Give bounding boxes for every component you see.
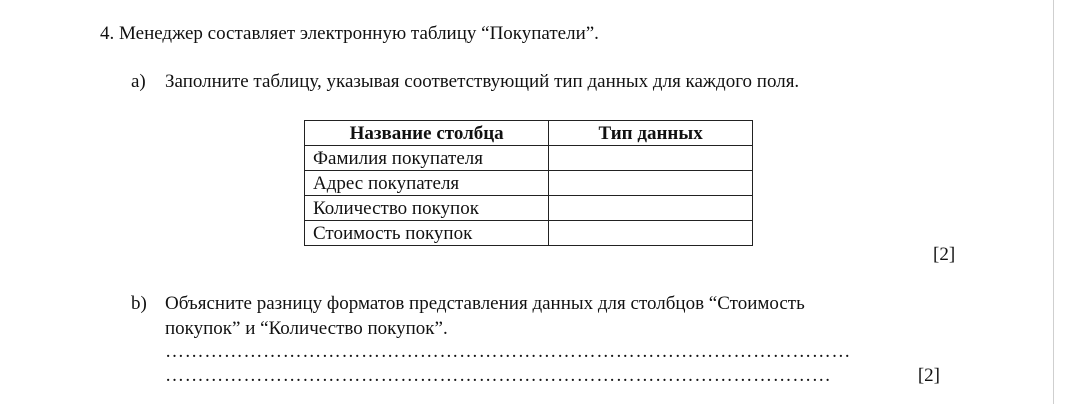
- part-b-question-line-2: покупок” и “Количество покупок”.: [165, 318, 448, 339]
- part-b-question-line-1: Объясните разницу форматов представления данных для столбцов “Стоимость: [165, 293, 805, 314]
- row-column-name: Фамилия покупателя: [305, 146, 549, 171]
- table-row: [305, 221, 753, 246]
- part-a-instruction: Заполните таблицу, указывая соответствующий тип данных для каждого поля.: [165, 71, 800, 92]
- part-a-label: a): [131, 71, 146, 92]
- answer-dotted-line-1[interactable]: ……………………………………………………………………………………………: [165, 341, 851, 362]
- data-type-table: [304, 120, 753, 246]
- answer-line-2-row: [165, 364, 940, 388]
- row-data-type-cell[interactable]: [549, 221, 753, 246]
- row-column-name: Стоимость покупок: [305, 221, 549, 246]
- row-column-name: Адрес покупателя: [305, 171, 549, 196]
- question-title: 4. Менеджер составляет электронную таблицу “Покупатели”.: [100, 23, 599, 44]
- row-data-type-cell[interactable]: [549, 171, 753, 196]
- part-a-score: [2]: [933, 244, 956, 265]
- row-data-type-cell[interactable]: [549, 146, 753, 171]
- row-data-type-cell[interactable]: [549, 196, 753, 221]
- table-row: [305, 171, 753, 196]
- row-column-name: Количество покупок: [305, 196, 549, 221]
- part-b-score: [2]: [917, 365, 940, 386]
- table-header-row: [305, 121, 753, 146]
- table-row: [305, 196, 753, 221]
- part-b-label: b): [131, 293, 147, 314]
- header-column-name: Название столбца: [305, 121, 549, 146]
- answer-dotted-line-2[interactable]: …………………………………………………………………………………………: [165, 365, 832, 386]
- header-data-type: Тип данных: [549, 121, 753, 146]
- table-row: [305, 146, 753, 171]
